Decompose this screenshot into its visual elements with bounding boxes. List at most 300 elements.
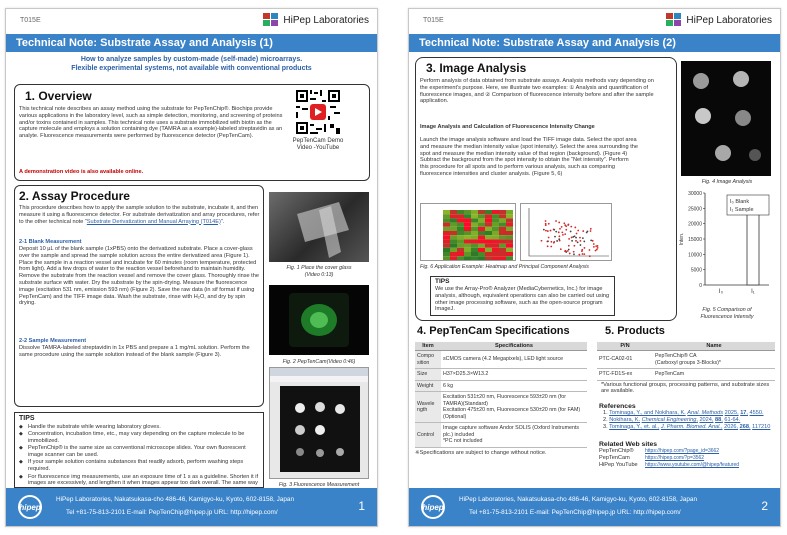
y-tick-label: 30000	[688, 191, 702, 197]
heatmap-cell	[506, 231, 513, 235]
heatmap-cell	[464, 235, 471, 239]
heatmap-cell	[485, 218, 492, 222]
related-site-name: HiPep YouTube	[599, 461, 638, 468]
y-tick-label: 20000	[688, 221, 702, 228]
heatmap-cell	[492, 214, 499, 218]
pca-point	[558, 222, 560, 224]
heatmap-cell	[457, 256, 464, 260]
overview-section	[14, 84, 370, 181]
products-table	[597, 342, 775, 395]
table-row	[597, 351, 775, 369]
figure-2-caption: Fig. 2 PepTenCam(Video 0:46)	[282, 359, 356, 365]
tips-list	[19, 424, 261, 494]
pca-point	[553, 241, 555, 243]
subtitle-line-2: Flexible experimental systems, not available with conventional products	[71, 65, 312, 72]
page-number: 1	[358, 499, 365, 513]
spec-value: H37×D25.3×W13.2	[441, 369, 587, 381]
heatmap-cell	[499, 227, 506, 231]
assay-heading: 2. Assay Procedure	[19, 189, 130, 203]
pca-point	[571, 237, 573, 239]
heatmap-cell	[506, 256, 513, 260]
company-name: HiPep Laboratories	[283, 14, 369, 26]
image-analysis-section	[415, 57, 677, 321]
pca-point	[584, 247, 586, 249]
pca-point	[553, 229, 555, 231]
page-title: Technical Note: Substrate Assay and Analysis (1)	[6, 34, 377, 52]
heatmap-cell	[457, 214, 464, 218]
company-logo	[263, 13, 369, 27]
pca-point	[577, 241, 579, 243]
legend-entry: I₁ Sample	[730, 207, 754, 213]
heatmap-cell	[450, 239, 457, 243]
pca-point	[589, 255, 591, 257]
heatmap-cell	[478, 227, 485, 231]
heatmap-cell	[478, 244, 485, 248]
pca-point	[593, 243, 595, 245]
pca-point	[548, 237, 550, 239]
reference-year: 2025,	[724, 410, 739, 416]
heatmap-cell	[485, 244, 492, 248]
pca-point	[573, 251, 575, 253]
heatmap-cell	[450, 252, 457, 256]
pca-point	[586, 232, 588, 234]
heatmap-cell	[478, 248, 485, 252]
y-tick-label: 10000	[688, 252, 702, 259]
page-2	[408, 8, 781, 527]
pca-point	[547, 245, 549, 247]
figure-1-video-time: (Video 0:13)	[304, 271, 334, 278]
pca-point	[545, 224, 547, 226]
pca-point	[564, 233, 566, 235]
heatmap-cell	[464, 231, 471, 235]
heatmap-cell	[464, 252, 471, 256]
figure-5-caption	[675, 307, 779, 320]
heatmap-cell	[471, 218, 478, 222]
heatmap-cell	[499, 256, 506, 260]
spec-item: Size	[415, 369, 441, 381]
reference-item[interactable]: 1. Tominaga, Y., and Nokihara, K. Anal. Methods 2025, 17, 4550.	[603, 410, 764, 416]
related-site-row	[599, 455, 777, 462]
heatmap-cell	[506, 223, 513, 227]
reference-item[interactable]: 2. Nokihara, K. Chemical Engineering, 2024, 88, 61-64.	[603, 416, 741, 423]
reference-pages: 61-64.	[724, 416, 741, 423]
table-row	[415, 423, 587, 448]
tip-item: ◆ Concentration, incubation time, etc., may vary depending on the capture molecule to be immobilized.	[19, 431, 261, 445]
figure-1-title: Fig. 1 Place the cover glass	[286, 265, 352, 271]
heatmap-cell	[464, 256, 471, 260]
reference-year: 2026,	[724, 423, 739, 430]
heatmap-cell	[499, 223, 506, 227]
heatmap-cell	[450, 214, 457, 218]
reference-volume: 17	[740, 410, 747, 416]
pca-point	[592, 240, 594, 242]
pca-point	[545, 220, 547, 222]
spec-value: 6 kg	[441, 380, 587, 392]
table-row	[415, 392, 587, 423]
heatmap-cell	[492, 223, 499, 227]
heatmap-cell	[478, 223, 485, 227]
pca-point	[543, 229, 545, 231]
heatmap-cell	[485, 227, 492, 231]
pca-point	[580, 240, 582, 242]
product-pn: PTC-CA02-01	[597, 351, 653, 369]
pca-point	[558, 231, 560, 233]
footer-logo-icon: hipep	[18, 495, 42, 519]
heatmap-cell	[450, 218, 457, 222]
footer-address: HiPep Laboratories, Nakatsukasa-cho 486-46, Kamigyo-ku, Kyoto, 602-8158, Japan	[459, 496, 698, 503]
x-tick-label: I₁	[751, 289, 755, 295]
pca-point	[569, 253, 571, 255]
footer-contact: Tel +81-75-813-2101 E-mail: PepTenChip@hipep.jp URL: http://hipep.com/	[469, 509, 681, 516]
reference-authors: Tominaga, Y., and Nokihara, K.	[609, 410, 686, 416]
heatmap-cell	[485, 231, 492, 235]
heatmap-cell	[457, 244, 464, 248]
blank-measurement-body: Deposit 10 µL of the blank sample (1xPBS) onto the derivatized substrate. Place a cover-glass over the sample and spread the sample solution across the entire derivatized area (Figure 1). Place the sample in a reaction vessel and incubate for 60 minutes (room temperature, protected from light). Add a few drops of water to the reaction vessel beforehand to maintain humidity. Remove the substrate from the reaction vessel and remove the cover glass. Thoroughly rinse the substrate surface with water. Dry the substrate by the spin-drying. Measure the fluorescence image (excitation 531 nm, emission 593 nm) (Figure 2). Save the raw data (in sif format if using PepTenCam) and the TIFF image data. Wash the substrate, rinse with H₂O, and dry by spin drying.	[19, 246, 259, 307]
tip-item: ◆ PepTenChip® is the same size as conventional microscope slides. Your own fluorescent image scanner can be used.	[19, 445, 261, 459]
page-title: Technical Note: Substrate Assay and Analysis (2)	[409, 34, 780, 52]
heatmap-cell	[478, 239, 485, 243]
technote-t014e-link[interactable]: Substrate Derivatization and Manual Arraying (T014E)	[86, 218, 221, 225]
pca-point	[565, 229, 567, 231]
product-name: PepTenChip® CA (Carboxyl groups 3-Blocks)*	[653, 351, 775, 369]
heatmap-cell	[443, 239, 450, 243]
heatmap-cell	[492, 244, 499, 248]
pca-point	[568, 224, 570, 226]
spec-value: sCMOS camera (4.2 Megapixels), LED light source	[441, 351, 587, 369]
pca-point	[556, 240, 558, 242]
heatmap-cell	[471, 248, 478, 252]
reference-volume: 268	[739, 423, 749, 430]
pca-point	[577, 230, 579, 232]
heatmap-cell	[499, 248, 506, 252]
hipep-logo-icon	[263, 13, 279, 27]
pca-point	[570, 231, 572, 233]
heatmap-cell	[443, 210, 450, 214]
heatmap-cell	[506, 227, 513, 231]
company-name: HiPep Laboratories	[686, 14, 772, 26]
pca-point	[550, 241, 552, 243]
spec-item: Wavele ngth	[415, 392, 441, 423]
heatmap-cell	[499, 239, 506, 243]
related-site-link[interactable]: https://hipep.com/?p=3562	[645, 454, 705, 461]
spec-item: Compo sition	[415, 351, 441, 369]
heatmap-cell	[457, 239, 464, 243]
assay-procedure-section	[14, 185, 264, 407]
heatmap-cell	[506, 252, 513, 256]
related-site-link[interactable]: https://www.youtube.com/@hipep/featured	[645, 461, 740, 468]
pca-point	[559, 228, 561, 230]
assay-intro-text: This procedure describes how to apply the sample solution to the substrate, incubate it, and then measure it using a fluorescence detector. For substrate derivatization and array procedures, refer to the other technical note “	[19, 205, 260, 225]
table-row	[415, 351, 587, 369]
tips-heading: TIPS	[19, 415, 35, 422]
heatmap-cell	[499, 244, 506, 248]
image-analysis-heading: 3. Image Analysis	[426, 61, 527, 75]
related-sites-heading: Related Web sites	[599, 441, 658, 448]
heatmap-cell	[485, 210, 492, 214]
company-logo	[666, 13, 772, 27]
heatmap-cell	[506, 248, 513, 252]
subtitle-line-1: How to analyze samples by custom-made (self-made) microarrays.	[80, 56, 303, 63]
heatmap-cell	[492, 235, 499, 239]
related-site-name: PepTenCam	[599, 454, 630, 461]
figure-4-image	[681, 61, 771, 176]
heatmap-cell	[464, 210, 471, 214]
pca-point	[550, 246, 552, 248]
pca-point	[571, 240, 573, 242]
reference-journal: Anal. Methods	[687, 410, 724, 416]
y-axis-label: Inten.	[679, 232, 685, 246]
overview-heading: 1. Overview	[25, 89, 92, 103]
reference-volume: 88	[715, 416, 722, 423]
heatmap-cell	[478, 256, 485, 260]
products-col-pn: P/N	[597, 342, 653, 351]
analysis-tips-body: We use the Array-Pro® Analyzer (MediaCybernetics, Inc.) for image analysis, although, equivalent operations can also be carried out using other image processing software, such as the open-source program ImageJ.	[435, 286, 610, 313]
pca-point	[558, 235, 560, 237]
heatmap-cell	[485, 248, 492, 252]
assay-intro	[19, 205, 261, 225]
spec-value: Excitation 531±20 nm, Fluorescence 593±20 nm (for TAMRA)(Standard) Excitation 475±20 nm, Fluorescence 530±20 nm (for FAM) (Optional)	[441, 392, 587, 423]
heatmap-cell	[443, 231, 450, 235]
pca-point	[575, 240, 577, 242]
page-1	[5, 8, 378, 527]
related-site-row	[599, 462, 777, 469]
heatmap-cell	[464, 223, 471, 227]
figure-5-subtitle: Fluorescence Intensity	[700, 313, 754, 320]
pca-point	[582, 253, 584, 255]
product-name: PepTenCam	[653, 369, 775, 381]
specs-table	[415, 342, 587, 456]
reference-year: 2024,	[699, 416, 714, 423]
pca-point	[554, 236, 556, 238]
tip-item: ◆ For fluorescence img measurements, use an exposure time of 1 s as a guideline. Shorten it if images are excessively, and lengthen it when images appear too dark overall. The same way	[19, 474, 261, 494]
heatmap-cell	[457, 210, 464, 214]
pca-point	[583, 253, 585, 255]
heatmap-cell	[478, 210, 485, 214]
heatmap-cell	[506, 235, 513, 239]
heatmap-cell	[485, 214, 492, 218]
specs-heading: 4. PepTenCam Specifications	[417, 325, 570, 337]
pca-point	[574, 235, 576, 237]
pca-point	[561, 231, 563, 233]
y-tick-label: 5000	[690, 267, 702, 274]
related-site-row	[599, 448, 777, 455]
heatmap-cell	[485, 252, 492, 256]
heatmap-cell	[492, 227, 499, 231]
pca-plot-image	[520, 203, 612, 261]
specs-col-item: Item	[415, 342, 441, 351]
qr-caption-line-2: Video -YouTube	[296, 145, 340, 151]
pca-point	[570, 226, 572, 228]
overview-body: This technical note describes an assay method using the substrate for PepTenChip®. Biochips provide various applications in the laboratory level, such as simple detection, monitoring, and screening of proteins and/or toxins contained in samples. This technical note uses a substrate immobilized with biotin as the capture molecule and employs a solution containing dye (TAMRA as a example)-labeled streptavidin as an analyte. Fluorescence measurements were performed by fluorescence detector (PepTenCam).	[19, 106, 283, 140]
heatmap-cell	[471, 227, 478, 231]
heatmap-cell	[443, 252, 450, 256]
heatmap-cell	[443, 256, 450, 260]
pca-point	[555, 220, 557, 222]
figure-5-chart	[675, 187, 779, 305]
analysis-tips-box	[430, 276, 615, 316]
heatmap-cell	[478, 235, 485, 239]
pca-point	[550, 230, 552, 232]
pca-point	[547, 240, 549, 242]
reference-pages: 4550.	[749, 410, 764, 416]
figure-1-caption	[269, 265, 369, 278]
heatmap-cell	[450, 248, 457, 252]
pca-point	[568, 249, 570, 251]
pca-point	[564, 250, 566, 252]
qr-caption-line-1: PepTenCam Demo	[292, 138, 344, 144]
heatmap-cell	[499, 231, 506, 235]
heatmap-cell	[492, 239, 499, 243]
hipep-logo-icon	[666, 13, 682, 27]
pca-point	[568, 238, 570, 240]
heatmap-cell	[443, 227, 450, 231]
heatmap-cell	[457, 231, 464, 235]
image-analysis-body: Launch the image analysis software and load the TIFF image data. Select the spot area and measure the median intensity value (spot intensity). Select the area surrounding the spot and measure the median intensity value of that region (background). (Figure 4) Subtract the background from the spot intensity to obtain the “Net intensity”. Perform this procedure for all spots and to perform various analysis, such as comparing fluorescence intensities and cluster analysis. (Figure 5, 6)	[420, 137, 638, 177]
qr-caption	[287, 138, 349, 152]
tip-item: ◆ Handle the substrate while wearing laboratory gloves.	[19, 424, 261, 431]
pca-point	[561, 226, 563, 228]
heatmap-cell	[499, 235, 506, 239]
y-tick-label: 25000	[688, 206, 702, 213]
figure-1-photo	[269, 192, 369, 262]
pca-point	[564, 224, 566, 226]
reference-journal: J. Pharm. Biomed. Anal.	[660, 423, 721, 430]
heatmap-cell	[464, 244, 471, 248]
product-pn: PTC-FD1S-ex	[597, 369, 653, 381]
heatmap-cell	[450, 256, 457, 260]
pca-point	[568, 245, 570, 247]
pca-point	[558, 238, 560, 240]
heatmap-cell	[485, 223, 492, 227]
heatmap-cell	[450, 235, 457, 239]
heatmap-cell	[478, 231, 485, 235]
heatmap-cell	[443, 223, 450, 227]
sample-measurement-heading: 2-2 Sample Measurement	[19, 338, 87, 344]
pca-point	[581, 249, 583, 251]
heatmap-cell	[506, 244, 513, 248]
heatmap-cell	[443, 244, 450, 248]
table-row	[415, 380, 587, 392]
heatmap-cell	[450, 227, 457, 231]
heatmap-cell	[471, 252, 478, 256]
heatmap-cell	[506, 218, 513, 222]
reference-item[interactable]: 3. Tominaga, Y., et. al., J. Pharm. Biomed. Anal., 2026, 268, 117210	[603, 423, 771, 430]
related-site-name: PepTenChip®	[599, 448, 634, 454]
heatmap-image	[420, 203, 516, 261]
figure-4-caption: Fig. 4 Image Analysis	[701, 179, 753, 185]
heatmap-cell	[443, 214, 450, 218]
figure-2-photo	[269, 285, 369, 355]
specs-col-spec: Specifications	[441, 342, 587, 351]
products-col-name: Name	[653, 342, 775, 351]
analysis-tips-heading: TIPS	[435, 278, 450, 285]
pca-point	[590, 230, 592, 232]
heatmap-cell	[471, 231, 478, 235]
heatmap-cell	[492, 256, 499, 260]
products-heading: 5. Products	[605, 325, 665, 337]
heatmap-cell	[464, 239, 471, 243]
spec-value: Image capture software Andor SOLIS (Oxford Instruments plc.) included *PC not included	[441, 423, 587, 448]
pca-point	[555, 231, 557, 233]
pca-point	[547, 230, 549, 232]
reference-authors: Nokihara, K.	[609, 416, 641, 423]
tips-section	[14, 412, 264, 488]
page-number: 2	[761, 499, 768, 513]
qr-code-icon[interactable]	[294, 88, 342, 136]
heatmap-cell	[443, 235, 450, 239]
demo-video-note: A demonstration video is also available online.	[19, 169, 144, 175]
pca-point	[589, 249, 591, 251]
pca-point	[574, 227, 576, 229]
heatmap-cell	[499, 218, 506, 222]
reference-journal: Chemical Engineering	[641, 416, 697, 423]
heatmap-cell	[485, 256, 492, 260]
table-row	[415, 369, 587, 381]
references-section	[599, 403, 777, 430]
pca-point	[567, 250, 569, 252]
heatmap-cell	[492, 210, 499, 214]
blank-measurement-heading: 2-1 Blank Measurement	[19, 239, 82, 245]
heatmap-cell	[471, 223, 478, 227]
pca-point	[590, 239, 592, 241]
spec-item: Control	[415, 423, 441, 448]
pca-point	[562, 234, 564, 236]
pca-point	[573, 245, 575, 247]
sample-measurement-body: Dissolve TAMRA-labeled streptavidin in 1x PBS and prepare a 1 mg/mL solution. Perform the same procedure using the sample solution instead of the blank sample (Figure 3).	[19, 345, 250, 358]
pca-point	[545, 230, 547, 232]
figure-3-screenshot	[269, 367, 369, 479]
table-row	[597, 369, 775, 381]
pca-point	[578, 254, 580, 256]
heatmap-cell	[464, 214, 471, 218]
heatmap-cell	[471, 214, 478, 218]
bar	[747, 213, 759, 285]
heatmap-cell	[499, 252, 506, 256]
heatmap-cell	[464, 218, 471, 222]
document-code: T015E	[423, 17, 444, 24]
figure-6-caption: Fig. 6 Application Example: Heatmap and Principal Component Analysis	[420, 264, 589, 270]
products-note: *Various functional groups, processing patterns, and substrate sizes are available.	[601, 381, 770, 395]
pca-point	[579, 237, 581, 239]
footer-contact: Tel +81-75-813-2101 E-mail: PepTenChip@hipep.jp URL: http://hipep.com/	[66, 509, 278, 516]
image-analysis-subheading: Image Analysis and Calculation of Fluorescence Intensity Change	[420, 124, 595, 130]
document-code: T015E	[20, 17, 41, 24]
heatmap-cell	[506, 239, 513, 243]
heatmap-cell	[471, 239, 478, 243]
pca-point	[560, 248, 562, 250]
heatmap-cell	[457, 218, 464, 222]
figure-3-caption: Fig. 3 Fluorescence Measurement	[278, 482, 360, 488]
related-site-link[interactable]: https://hipep.com/?page_id=3662	[645, 448, 720, 454]
heatmap-cell	[457, 252, 464, 256]
related-sites-section	[599, 441, 777, 468]
heatmap-cell	[478, 218, 485, 222]
heatmap-cell	[492, 252, 499, 256]
heatmap-cell	[450, 244, 457, 248]
pca-point	[541, 240, 543, 242]
heatmap-cell	[478, 214, 485, 218]
figure-5-title: Fig. 5 Comparison of	[702, 307, 752, 313]
heatmap-cell	[471, 210, 478, 214]
heatmap-cell	[464, 227, 471, 231]
x-tick-label: I₀	[718, 289, 724, 295]
assay-intro-end: ”.	[220, 218, 225, 225]
reference-pages: 117210	[752, 423, 771, 430]
pca-point	[563, 222, 565, 224]
page-subtitle	[6, 55, 377, 73]
heatmap-cell	[443, 218, 450, 222]
heatmap-cell	[492, 218, 499, 222]
